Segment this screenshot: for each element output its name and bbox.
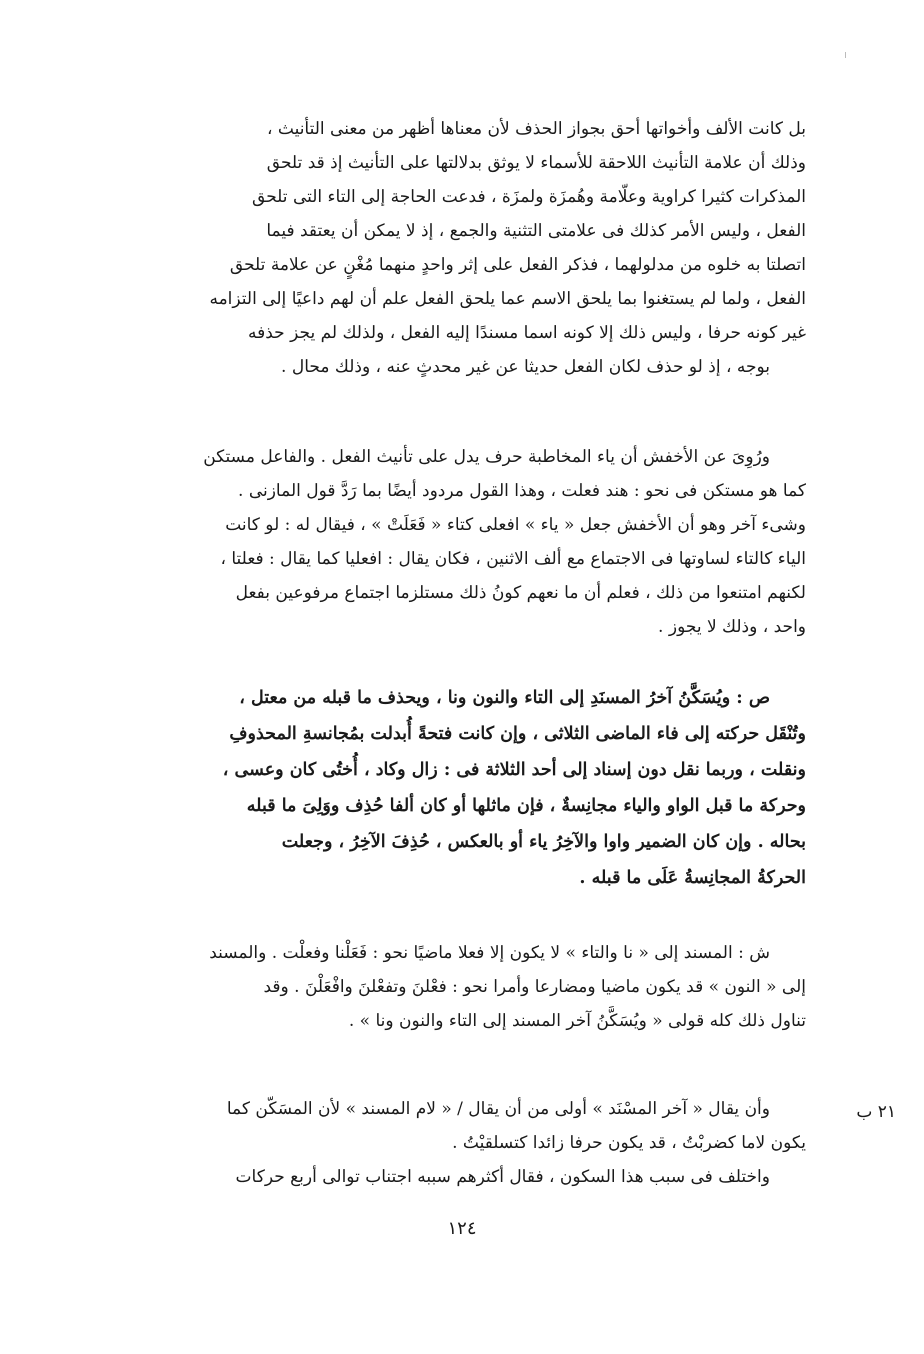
paragraph-1 bbox=[116, 112, 806, 384]
text-line: وأن يقال « آخر المسْنَد » أولى من أن يقال / « لام المسند » لأن المسَكّن كما bbox=[226, 1099, 770, 1119]
text-line: ونقلت ، وربما نقل دون إسناد إلى أحد الثلاثة فى : زال وكاد ، أُختُى كان وعسى ، bbox=[222, 760, 806, 780]
text-line: يكون لاما كضربْتُ ، قد يكون حرفا زائدا كتسلقيْتُ . bbox=[452, 1133, 806, 1153]
text-line: تناول ذلك كله قولى « ويُسَكَّنُ آخر المسند إلى التاء والنون ونا » . bbox=[348, 1011, 806, 1031]
page-number: ١٢٤ bbox=[447, 1218, 477, 1239]
text-line: وحركة ما قبل الواو والياء مجانِسةٌ ، فإن ماثلها أو كان ألفا حُذِف ووَلِىَ ما قبله bbox=[246, 796, 806, 816]
text-line: واحد ، وذلك لا يجوز . bbox=[658, 617, 806, 637]
manuscript-folio-note: ٢١ ب bbox=[856, 1102, 896, 1122]
text-line: الحركةُ المجانِسةُ عَلَى ما قبله . bbox=[579, 868, 806, 888]
text-line: الفعل ، وليس الأمر كذلك فى علامتى التثنية والجمع ، إذ لا يمكن أن يعتقد فيما bbox=[266, 221, 806, 241]
sharh-paragraph bbox=[116, 936, 806, 1038]
text-line: بحاله . وإن كان الضمير واوا والآخِرُ ياء أو بالعكس ، حُذِفَ الآخِرُ ، وجعلت bbox=[281, 832, 806, 852]
text-line: ش : المسند إلى « نا والتاء » لا يكون إلا فعلا ماضيًا نحو : فَعَلْنا وفعلْت . والمسند bbox=[209, 943, 770, 963]
text-line: واختلف فى سبب هذا السكون ، فقال أكثرهم سببه اجتناب توالى أربع حركات bbox=[235, 1167, 770, 1187]
text-line: الفعل ، ولما لم يستغنوا بما يلحق الاسم عما يلحق الفعل علم أن لهم داعيًا إلى التزامه bbox=[209, 289, 806, 309]
text-line: غير كونه حرفا ، وليس ذلك إلا كونه اسما مسندًا إليه الفعل ، ولذلك لم يجز حذفه bbox=[248, 323, 806, 343]
text-line: كما هو مستكن فى نحو : هند فعلت ، وهذا القول مردود أيضًا بما رَدَّ قول المازنى . bbox=[238, 481, 806, 501]
paragraph-2 bbox=[116, 440, 806, 644]
text-line: وتُنْقَل حركته إلى فاء الماضى الثلاثى ، وإن كانت فتحةً أُبدلت بمُجانسةِ المحذوفِ bbox=[229, 724, 806, 744]
text-line: بل كانت الألف وأخواتها أحق بجواز الحذف لأن معناها أظهر من معنى التأنيث ، bbox=[266, 119, 806, 139]
text-line: لكنهم امتنعوا من ذلك ، فعلم أن ما نعهم كونُ ذلك مستلزما اجتماع مرفوعين بفعل bbox=[235, 583, 806, 603]
text-line: ص : ويُسَكَّنُ آخرُ المسنَدِ إلى التاء والنون ونا ، ويحذف ما قبله من معتل ، bbox=[239, 688, 770, 708]
text-line: وشىء آخر وهو أن الأخفش جعل « ياء » افعلى كتاء « فَعَلَتْ » ، فيقال له : لو كانت bbox=[225, 515, 806, 535]
text-line: بوجه ، إذ لو حذف لكان الفعل حديثا عن غير محدثٍ عنه ، وذلك محال . bbox=[281, 357, 770, 377]
paragraph-6 bbox=[116, 1160, 806, 1194]
text-line: وذلك أن علامة التأنيث اللاحقة للأسماء لا يوثق بدلالتها على التأنيث إذ قد تلحق bbox=[266, 153, 806, 173]
scan-mark bbox=[845, 52, 846, 58]
text-line: إلى « النون » قد يكون ماضيا ومضارعا وأمرا نحو : فعْلنَ وتفعْلنَ وافْعَلْنَ . وقد bbox=[263, 977, 806, 997]
matn-paragraph bbox=[116, 680, 806, 896]
text-line: ورُوِىَ عن الأخفش أن ياء المخاطبة حرف يدل على تأنيث الفعل . والفاعل مستكن bbox=[203, 447, 770, 467]
text-line: الياء كالتاء لساوتها فى الاجتماع مع ألف الاثنين ، فكان يقال : افعليا كما يقال : فعلتا ، bbox=[220, 549, 806, 569]
text-line: المذكرات كثيرا كراوية وعلّامة وهُمزَة ولمزَة ، فدعت الحاجة إلى التاء التى تلحق bbox=[252, 187, 806, 207]
text-line: اتصلتا به خلوه من مدلولهما ، فذكر الفعل على إثر واحدٍ منهما مُغْنٍ عن علامة تلحق bbox=[229, 255, 806, 275]
paragraph-5 bbox=[116, 1092, 806, 1160]
